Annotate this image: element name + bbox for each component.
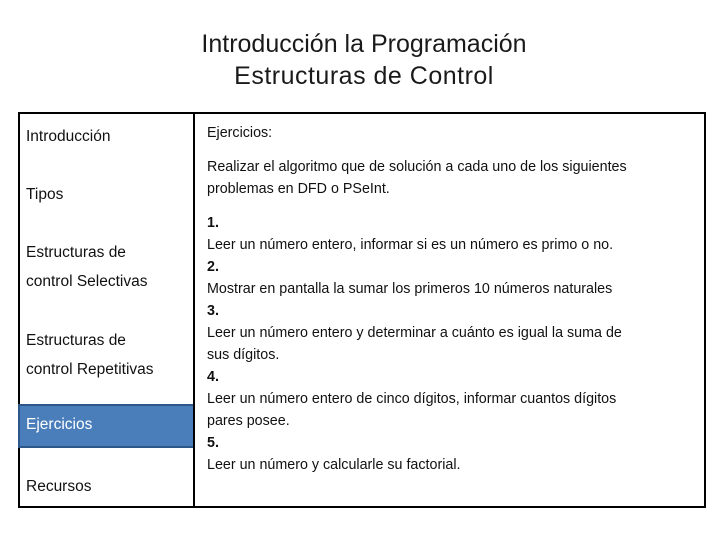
exercise-number: 3. (207, 303, 219, 319)
sidebar-item-label: Estructuras de (26, 332, 126, 349)
exercise-number: 2. (207, 259, 219, 275)
sidebar-item-label: Recursos (26, 478, 92, 495)
intro-text-line-1: Realizar el algoritmo que de solución a cada uno de los siguientes (207, 159, 627, 175)
sidebar-item-label: Ejercicios (26, 416, 93, 433)
intro-text-line-2: problemas en DFD o PSeInt. (207, 181, 390, 197)
sidebar-item-estructuras-repetitivas[interactable] (20, 326, 193, 384)
sidebar-item-recursos[interactable] (20, 472, 193, 501)
exercise-text: sus dígitos. (207, 347, 280, 363)
sidebar-item-ejercicios[interactable] (18, 404, 195, 448)
exercise-text: Leer un número entero y determinar a cuánto es igual la suma de (207, 325, 622, 341)
sidebar-item-label: control Selectivas (26, 273, 148, 290)
sidebar-nav (18, 112, 193, 508)
sidebar-item-tipos[interactable] (20, 180, 193, 209)
slide-title (0, 28, 728, 92)
exercise-text: Mostrar en pantalla la sumar los primeros 10 números naturales (207, 281, 613, 297)
sidebar-item-label: Introducción (26, 128, 111, 145)
title-line-2: Estructuras de Control (234, 62, 494, 90)
sidebar-item-label: control Repetitivas (26, 361, 154, 378)
exercise-number: 1. (207, 215, 219, 231)
exercise-text: Leer un número y calcularle su factorial. (207, 457, 461, 473)
exercises-panel (193, 112, 706, 508)
sidebar-item-label: Tipos (26, 186, 64, 203)
sidebar-item-estructuras-selectivas[interactable] (20, 238, 193, 296)
title-line-1: Introducción la Programación (201, 30, 527, 58)
sidebar-item-label: Estructuras de (26, 244, 126, 261)
exercise-text: pares posee. (207, 413, 290, 429)
exercises-heading: Ejercicios: (207, 125, 273, 141)
exercise-number: 4. (207, 369, 219, 385)
exercise-number: 5. (207, 435, 219, 451)
exercise-text: Leer un número entero de cinco dígitos, informar cuantos dígitos (207, 391, 617, 407)
exercise-text: Leer un número entero, informar si es un número es primo o no. (207, 237, 614, 253)
sidebar-item-introduccion[interactable] (20, 122, 193, 151)
